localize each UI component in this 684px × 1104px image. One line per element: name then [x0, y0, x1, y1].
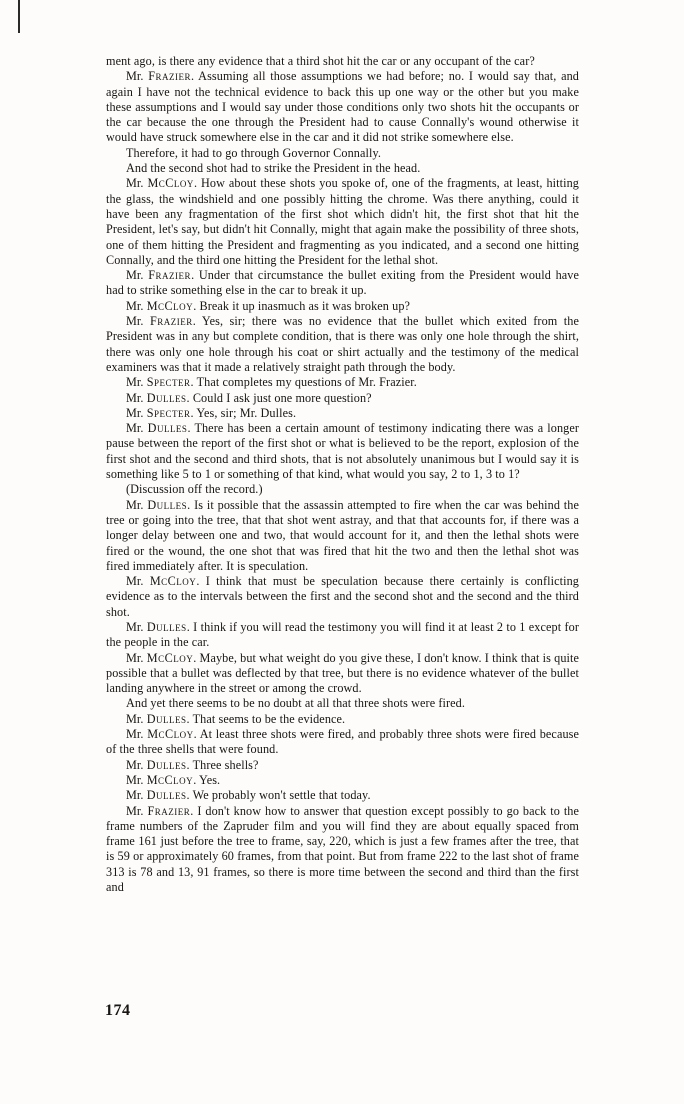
speaker-prefix: Mr.	[126, 772, 147, 787]
speaker-prefix: Mr.	[126, 803, 148, 818]
speaker-prefix: Mr.	[126, 619, 147, 634]
speaker-name: Dulles	[146, 711, 187, 726]
speaker-prefix: Mr.	[126, 298, 147, 313]
speaker-prefix: Mr.	[126, 711, 147, 726]
speaker-prefix: Mr.	[126, 727, 148, 742]
paragraph: Mr. McCloy. Break it up inasmuch as it was broken up?	[126, 298, 411, 313]
paragraph: Mr. Dulles. We probably won't settle that today.	[126, 788, 371, 803]
text-block	[106, 54, 579, 1006]
paragraph: Mr. Frazier. Yes, sir; there was no evidence that the bullet which exited from the President was in any but complete condition, that is there was only one hole through the shirt, there was only one hole through his coat or shirt actually and the testimony of the medical examiners was that it made a relatively straight path through the body.	[106, 314, 579, 374]
page-number: 174	[105, 1002, 131, 1019]
speaker-name: McCloy	[146, 298, 194, 313]
speaker-name: Dulles	[146, 757, 187, 772]
paragraph: And the second shot had to strike the President in the head.	[126, 161, 421, 176]
speaker-prefix: Mr.	[126, 650, 147, 665]
speaker-name: Dulles	[146, 390, 187, 405]
speaker-prefix: Mr.	[126, 268, 149, 283]
speaker-prefix: Mr.	[126, 788, 147, 803]
speaker-name: Dulles	[147, 497, 188, 512]
speaker-name: Dulles	[146, 788, 187, 803]
paragraph: Mr. McCloy. Yes.	[126, 772, 221, 787]
speaker-prefix: Mr.	[126, 390, 147, 405]
speaker-name: Frazier	[147, 803, 191, 818]
speaker-prefix: Mr.	[126, 497, 148, 512]
paragraph: Mr. Specter. That completes my questions of Mr. Frazier.	[126, 375, 417, 390]
speaker-prefix: Mr.	[126, 375, 147, 390]
speaker-prefix: Mr.	[126, 314, 150, 329]
speaker-name: Frazier	[148, 69, 192, 84]
paragraph: Mr. Dulles. There has been a certain amount of testimony indicating there was a longer pause between the report of the first shot or what is believed to be the report, explosion of the first shot and the second and third shots, that is not absolutely unanimous but I would say it is something like 5 to 1 or something of that kind, what would you say, 2 to 1, 3 to 1?	[106, 421, 579, 482]
paragraph: Mr. Dulles. I think if you will read the testimony you will find it at least 2 to 1 except for the people in the car.	[106, 619, 579, 650]
paragraph: ment ago, is there any evidence that a third shot hit the car or any occupant of the car?	[106, 54, 535, 68]
speaker-name: McCloy	[147, 176, 194, 191]
paragraph: Mr. McCloy. Maybe, but what weight do you give these, I don't know. I think that is quite possible that a bullet was deflected by that tree, but there is no evidence whatever of the bullet landing anywhere in the street or among the crowd.	[106, 650, 579, 696]
speaker-name: Dulles	[146, 619, 187, 634]
speaker-prefix: Mr.	[126, 69, 149, 84]
paragraph: Mr. McCloy. How about these shots you spoke of, one of the fragments, at least, hitting the glass, the windshield and one possibly hitting the chrome. Was there anything, could it have been any fragmentation of the first shot which didn't hit, the first shot that hit the President, let's say, but didn't hit Connally, might that again make the possibility of three shots, one of them hitting the President and fragmenting as you indicated, and a second one hitting Connally, and the third one hitting the President for the lethal shot.	[106, 176, 579, 267]
paragraph: Mr. Dulles. Is it possible that the assassin attempted to fire when the car was behind the tree or going into the tree, that that shot went astray, and that that accounts for, if there was a longer delay between one and two, that would account for it, and then the lethal shots were fired or the wound, the one shot that was fired that hit the two and then the lethal shot was fired immediately after. It is speculation.	[106, 497, 579, 573]
speaker-name: McCloy	[149, 574, 197, 589]
speaker-name: Specter	[146, 375, 191, 390]
speaker-prefix: Mr.	[126, 574, 150, 589]
speaker-prefix: Mr.	[126, 405, 147, 420]
paragraph: Mr. Dulles. Could I ask just one more question?	[126, 390, 372, 405]
speaker-name: Frazier	[150, 314, 193, 329]
paragraph: Therefore, it had to go through Governor Connally.	[126, 145, 382, 160]
paragraph: Mr. McCloy. I think that must be speculation because there certainly is conflicting evidence as to the intervals between the first and the second shot and the second and the third shot.	[106, 574, 579, 619]
paragraph: Mr. Frazier. Under that circumstance the bullet exiting from the President would have had to strike something else in the car to break it up.	[106, 268, 579, 298]
speaker-name: Dulles	[147, 421, 188, 436]
paragraph: Mr. Dulles. Three shells?	[126, 757, 259, 772]
speaker-prefix: Mr.	[126, 176, 148, 191]
paragraph: Mr. Specter. Yes, sir; Mr. Dulles.	[126, 405, 297, 420]
paragraph: Mr. Dulles. That seems to be the evidence.	[126, 711, 346, 726]
scan-edge-artifact	[18, 0, 20, 33]
paragraph: Mr. McCloy. At least three shots were fired, and probably three shots were fired because of the three shells that were found.	[106, 727, 579, 757]
speaker-name: McCloy	[146, 772, 194, 787]
speaker-prefix: Mr.	[126, 757, 147, 772]
speaker-name: Frazier	[148, 268, 192, 283]
speaker-name: McCloy	[147, 727, 194, 742]
speaker-prefix: Mr.	[126, 421, 148, 436]
paragraph: Mr. Frazier. Assuming all those assumptions we had before; no. I would say that, and again I have not the technical evidence to back this up one way or the other but you make these assumptions and I would say under those conditions only two shots hit the occupants or the car because the one through the President had to cause Connally's wound otherwise it would have struck somewhere else in the car and it did not strike somewhere else.	[106, 69, 579, 145]
speaker-name: Specter	[146, 405, 191, 420]
paragraph: And yet there seems to be no doubt at all that three shots were fired.	[126, 696, 466, 711]
paragraph: Mr. Frazier. I don't know how to answer that question except possibly to go back to the frame numbers of the Zapruder film and you will find they are about equally spaced from frame 161 just before the tree to frame, say, 220, which is just a few frames after the tree, that is 59 or approximately 60 frames, from that point. But from frame 222 to the last shot of frame 313 is 78 and 13, 91 frames, so there is more time between the second and third than the first and	[106, 803, 579, 895]
paragraph: (Discussion off the record.)	[126, 482, 263, 497]
speaker-name: McCloy	[146, 650, 194, 665]
